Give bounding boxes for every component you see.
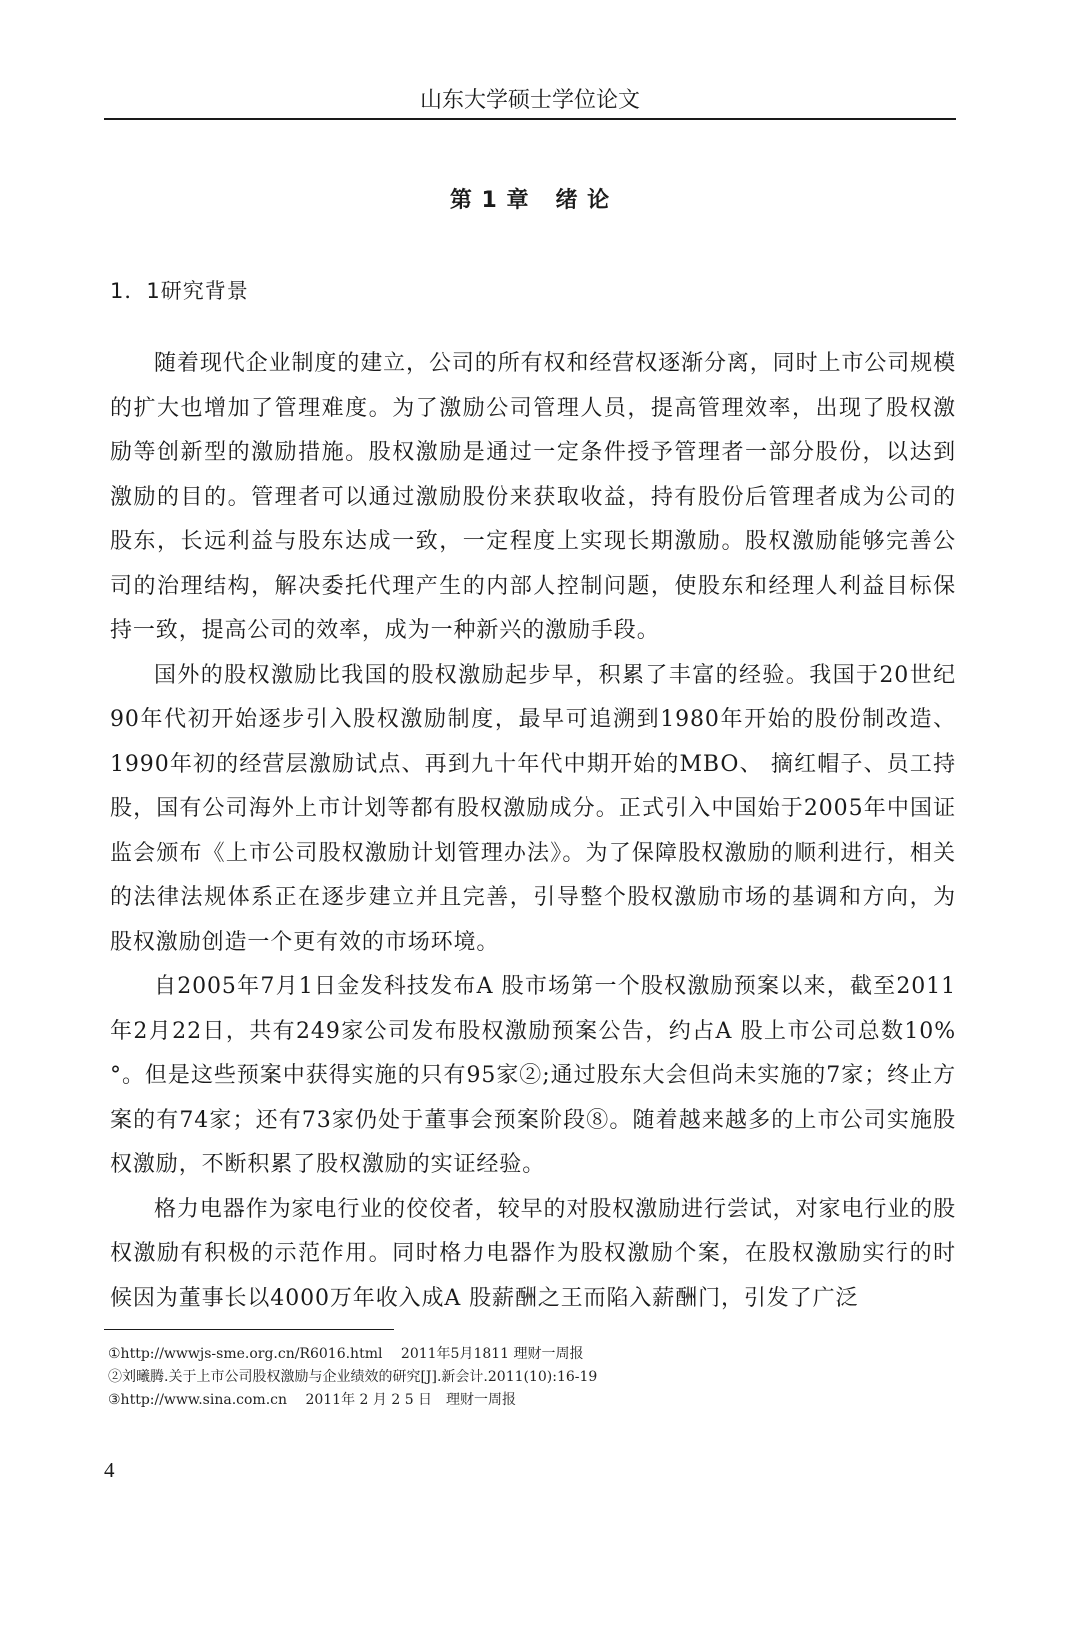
page-number: 4 <box>104 1458 115 1482</box>
footnote: ①http://wwwjs-sme.org.cn/R6016.html 2011年5月1811 理财一周报 <box>108 1346 584 1362</box>
paragraph: 国外的股权激励比我国的股权激励起步早，积累了丰富的经验。我国于20世纪90年代初开始逐步引入股权激励制度，最早可追溯到1980年开始的股份制改造、1990年初的经营层激励试点、再到九十年代中期开始的MBO、 摘红帽子、员工持股，国有公司海外上市计划等都有股权激励成分。正式引入中国始于2005年中国证监会颁布《上市公司股权激励计划管理办法》。为了保障股权激励的顺利进行，相关的法律法规体系正在逐步建立并且完善，引导整个股权激励市场的基调和方向，为股权激励创造一个更有效的市场环境。 <box>110 662 956 955</box>
running-header: 山东大学硕士学位论文 <box>419 88 640 113</box>
header-rule <box>104 118 956 120</box>
section-heading: 1．1研究背景 <box>110 279 249 303</box>
footnote: ②刘曦腾.关于上市公司股权激励与企业绩效的研究[J].新会计.2011(10):16-19 <box>108 1369 598 1385</box>
paragraph: 自2005年7月1日金发科技发布A 股市场第一个股权激励预案以来，截至2011年2月22日，共有249家公司发布股权激励预案公告，约占A 股上市公司总数10%°。但是这些预案中获得实施的只有95家②;通过股东大会但尚未实施的7家；终止方案的有74家；还有73家仍处于董事会预案阶段⑧。随着越来越多的上市公司实施股权激励，不断积累了股权激励的实证经验。 <box>110 974 956 1177</box>
chapter-title: 第 1 章 绪 论 <box>449 188 611 213</box>
footnotes <box>108 1343 597 1412</box>
footnote-rule <box>104 1329 394 1330</box>
footnote: ③http://www.sina.com.cn 2011年 2 月 2 5 日 理财一周报 <box>108 1392 517 1408</box>
body-text <box>110 342 956 1321</box>
paragraph: 随着现代企业制度的建立，公司的所有权和经营权逐渐分离，同时上市公司规模的扩大也增加了管理难度。为了激励公司管理人员，提高管理效率，出现了股权激励等创新型的激励措施。股权激励是通过一定条件授予管理者一部分股份，以达到激励的目的。管理者可以通过激励股份来获取收益，持有股份后管理者成为公司的股东，长远利益与股东达成一致，一定程度上实现长期激励。股权激励能够完善公司的治理结构，解决委托代理产生的内部人控制问题，使股东和经理人利益目标保持一致，提高公司的效率，成为一种新兴的激励手段。 <box>110 351 956 643</box>
paragraph: 格力电器作为家电行业的佼佼者，较早的对股权激励进行尝试，对家电行业的股权激励有积极的示范作用。同时格力电器作为股权激励个案，在股权激励实行的时候因为董事长以4000万年收入成A 股薪酬之王而陷入薪酬门，引发了广泛 <box>110 1196 956 1311</box>
